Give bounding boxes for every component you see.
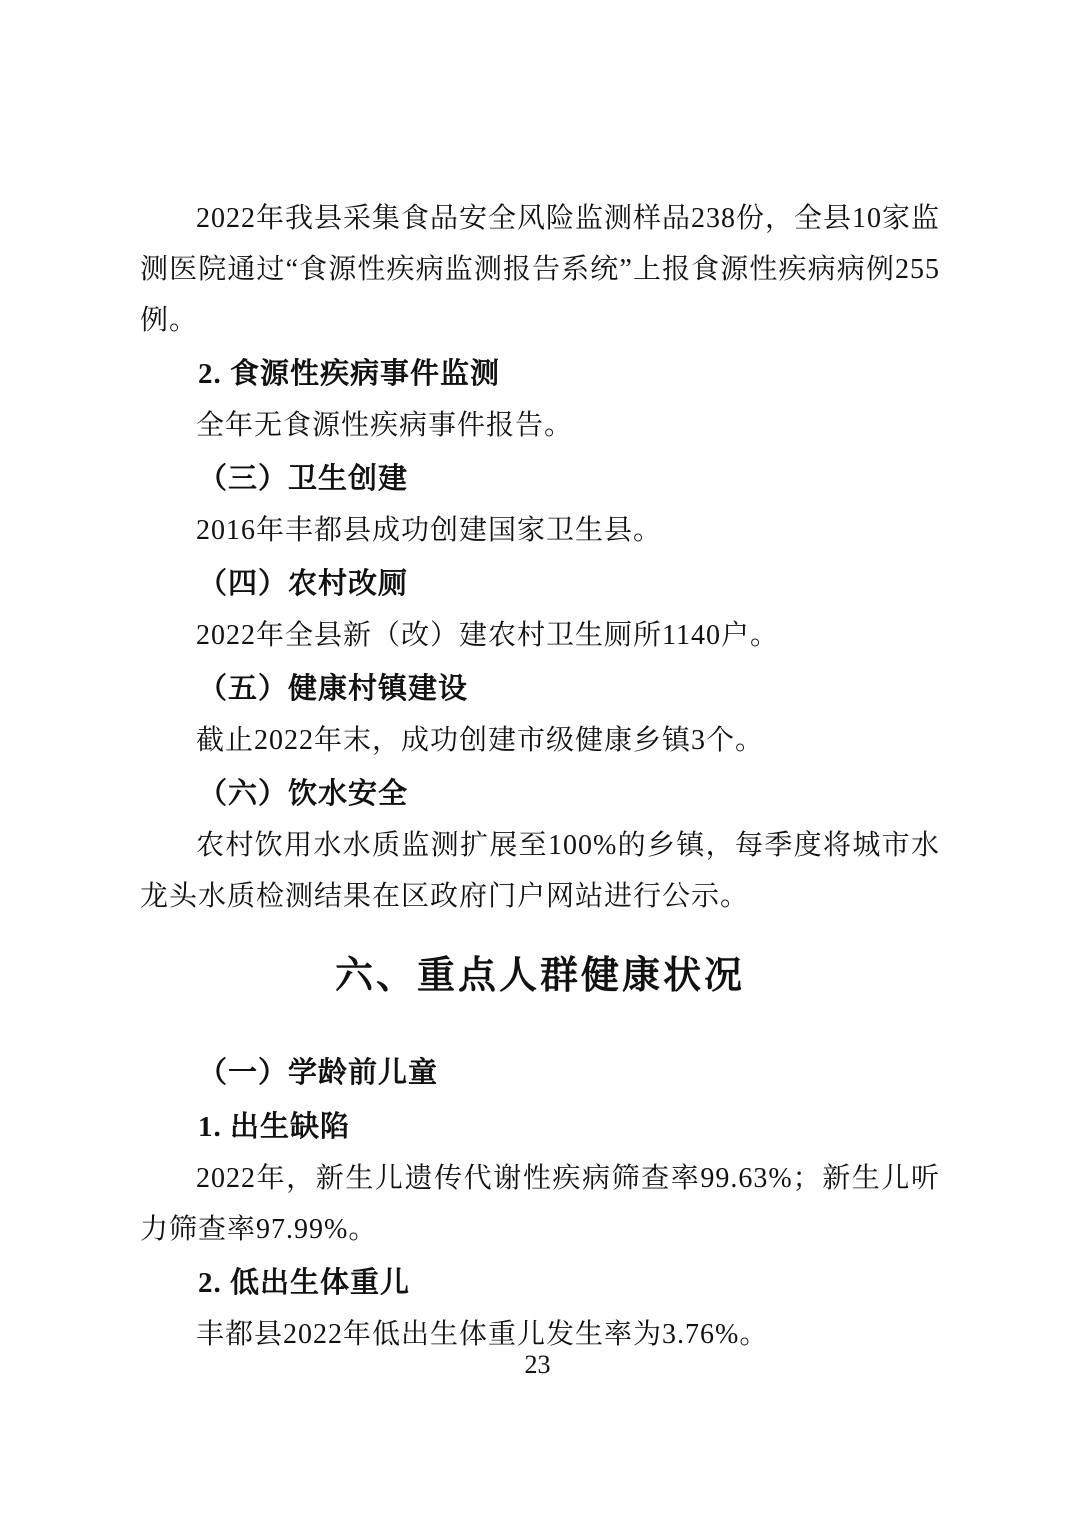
- page-number: 23: [524, 1350, 551, 1379]
- section-heading-key-population-health: 六、重点人群健康状况: [334, 955, 745, 997]
- document-content: [140, 193, 940, 1360]
- paragraph-food-safety-samples: 2022年我县采集食品安全风险监测样品238份，全县10家监测医院通过“食源性疾病监测报告系统”上报食源性疾病病例255例。: [140, 203, 941, 336]
- heading-drinking-water-safety: （六）饮水安全: [198, 778, 409, 810]
- heading-healthy-village-construction: （五）健康村镇建设: [198, 673, 469, 705]
- heading-low-birth-weight: 2. 低出生体重儿: [198, 1267, 411, 1299]
- paragraph-healthy-townships: 截止2022年末，成功创建市级健康乡镇3个。: [196, 725, 765, 756]
- paragraph-national-sanitary-county: 2016年丰都县成功创建国家卫生县。: [196, 515, 663, 546]
- paragraph-no-foodborne-events: 全年无食源性疾病事件报告。: [196, 410, 574, 441]
- paragraph-newborn-screening-rates: 2022年，新生儿遗传代谢性疾病筛查率99.63%；新生儿听力筛查率97.99%。: [140, 1163, 940, 1245]
- paragraph-water-quality-monitoring: 农村饮用水水质监测扩展至100%的乡镇，每季度将城市水龙头水质检测结果在区政府门户网站进行公示。: [140, 830, 940, 912]
- heading-foodborne-disease-events: 2. 食源性疾病事件监测: [198, 358, 501, 390]
- heading-birth-defects: 1. 出生缺陷: [198, 1111, 351, 1143]
- heading-preschool-children: （一）学龄前儿童: [198, 1057, 439, 1089]
- heading-sanitation-creation: （三）卫生创建: [198, 463, 409, 495]
- paragraph-rural-toilets-built: 2022年全县新（改）建农村卫生厕所1140户。: [196, 620, 779, 651]
- heading-rural-toilet-reform: （四）农村改厕: [198, 568, 409, 600]
- paragraph-low-birth-weight-rate: 丰都县2022年低出生体重儿发生率为3.76%。: [196, 1319, 769, 1350]
